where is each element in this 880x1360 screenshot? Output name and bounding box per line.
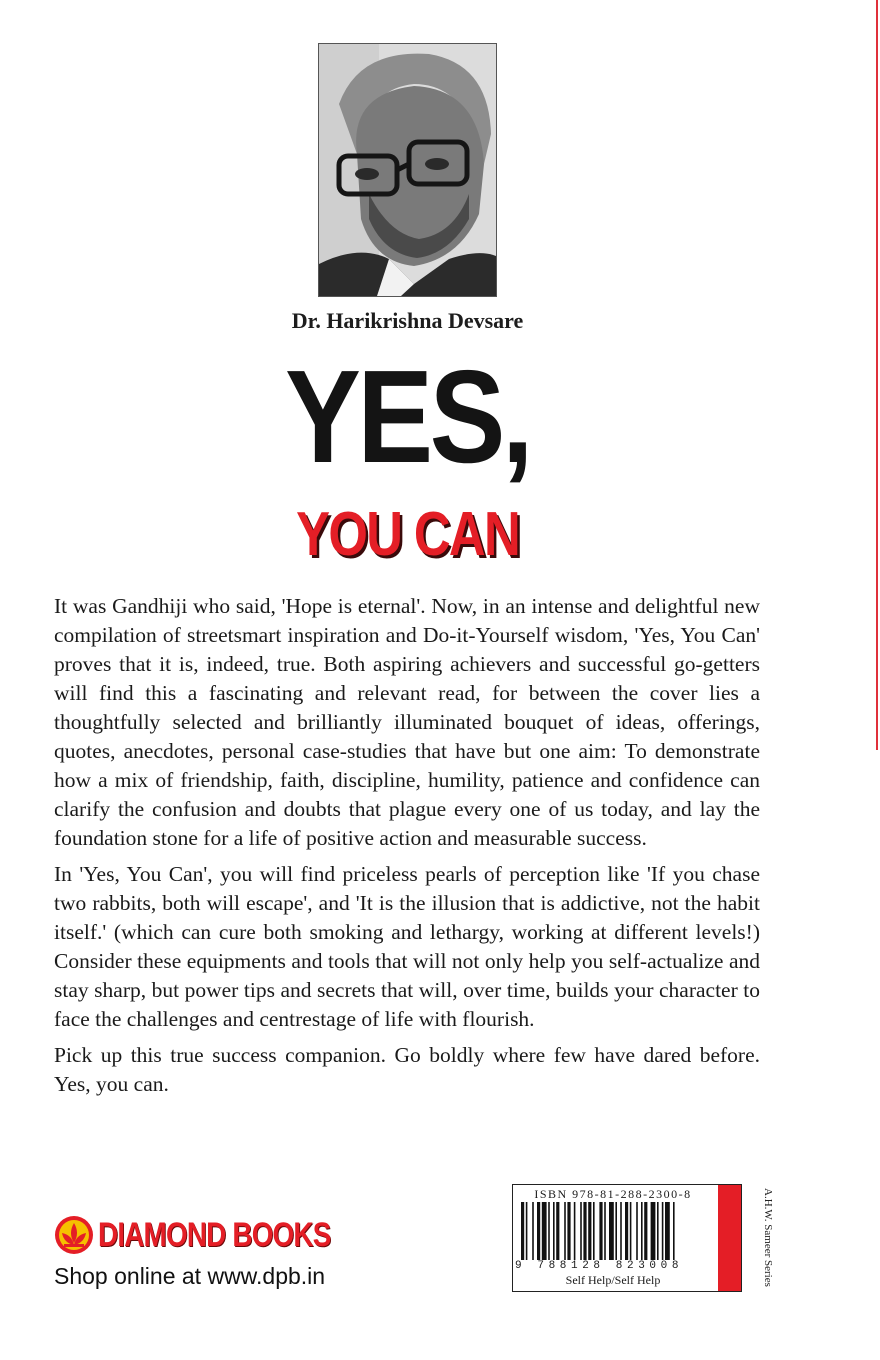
barcode-bar: [620, 1202, 622, 1260]
red-strip: [718, 1185, 741, 1291]
barcode-bar: [580, 1202, 582, 1260]
barcode-bar: [599, 1202, 602, 1260]
barcode-bar: [548, 1202, 550, 1260]
barcode-bar: [625, 1202, 628, 1260]
barcode-bar: [574, 1202, 576, 1260]
barcode-bar: [567, 1202, 570, 1260]
barcode-bars: [521, 1202, 711, 1260]
shop-online-text: Shop online at www.dpb.in: [54, 1263, 326, 1289]
barcode-bar: [537, 1202, 540, 1260]
diamond-books-lotus-icon: [54, 1215, 94, 1255]
barcode-bar: [526, 1202, 528, 1260]
barcode-bar: [532, 1202, 534, 1260]
barcode-bar: [588, 1202, 591, 1260]
back-cover-blurb: [54, 592, 760, 1106]
title-yes: YES,: [285, 343, 531, 490]
barcode-bar: [662, 1202, 664, 1260]
barcode-bar: [615, 1202, 617, 1260]
barcode-bar: [593, 1202, 595, 1260]
barcode-bar: [604, 1202, 606, 1260]
barcode-bar: [630, 1202, 632, 1260]
barcode-bar: [609, 1202, 614, 1260]
author-photo: [318, 43, 497, 297]
barcode-bar: [673, 1202, 675, 1260]
blurb-paragraph: In 'Yes, You Can', you will find priceless pearls of perception like 'If you chase two rabbits, both will escape', and 'It is the illusion that is addictive, not the habit itself.' (which can cure both smoking and lethargy, working at different levels!) Consider these equipments and tools that will not only help you self-actualize and stay sharp, but power tips and secrets that will, over time, builds your character to face the challenges and centrestage of life with flourish.: [54, 862, 760, 1031]
barcode-bar: [636, 1202, 638, 1260]
barcode-digits: 9 788128 823008: [515, 1260, 684, 1272]
barcode-bar: [542, 1202, 547, 1260]
series-name: A.H.W. Sameer Series: [762, 1188, 774, 1287]
cover-edge-line: [876, 0, 878, 750]
blurb-paragraph: It was Gandhiji who said, 'Hope is eternal'. Now, in an intense and delightful new compilation of streetsmart inspiration and Do-it-Yourself wisdom, 'Yes, You Can' proves that it is, indeed, true. Both aspiring achievers and successful go-getters will find this a fascinating and relevant read, for between the cover lies a thoughtfully selected and brilliantly illuminated bouquet of ideas, offerings, quotes, anecdotes, personal case-studies that have but one aim: To demonstrate how a mix of friendship, faith, discipline, humility, patience and confidence can clarify the confusion and doubts that plague every one of us today, and lay the foundation stone for a life of positive action and measurable success.: [54, 594, 760, 850]
barcode-bar: [651, 1202, 656, 1260]
barcode-bar: [641, 1202, 643, 1260]
author-name: Dr. Harikrishna Devsare: [291, 308, 524, 333]
barcode-bar: [553, 1202, 555, 1260]
barcode-bar: [644, 1202, 647, 1260]
barcode-bar: [521, 1202, 524, 1260]
barcode-bar: [665, 1202, 670, 1260]
book-category: Self Help/Self Help: [565, 1273, 661, 1287]
isbn-label: ISBN 978-81-288-2300-8: [534, 1187, 692, 1201]
barcode-bar: [556, 1202, 559, 1260]
publisher-name: DIAMOND BOOKS: [98, 1215, 331, 1254]
title-you-can: YOU CAN: [296, 500, 520, 569]
barcode-bar: [564, 1202, 566, 1260]
publisher-logo: [54, 1215, 382, 1255]
isbn-barcode: [512, 1184, 742, 1292]
barcode-bar: [657, 1202, 659, 1260]
blurb-paragraph: Pick up this true success companion. Go boldly where few have dared before. Yes, you can.: [54, 1043, 760, 1096]
barcode-bar: [583, 1202, 586, 1260]
